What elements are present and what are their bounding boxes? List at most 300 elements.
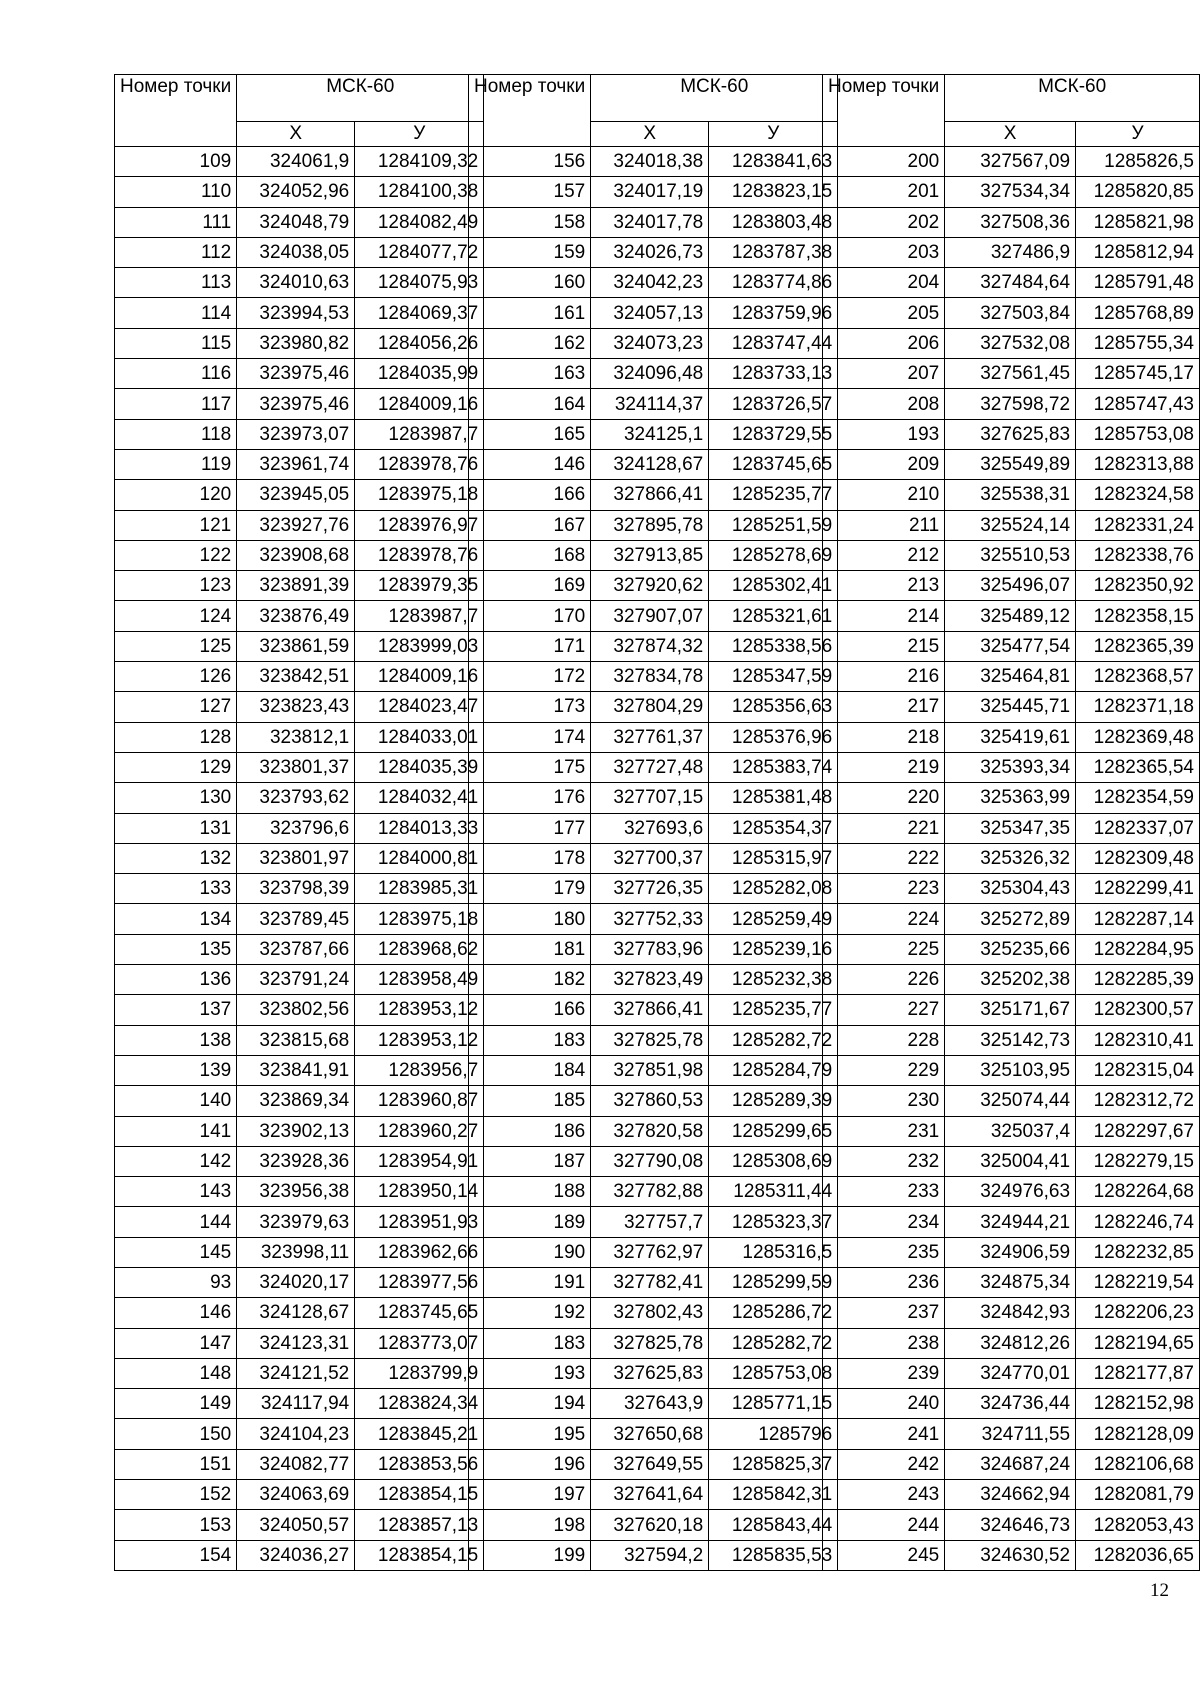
y-cell: 1282232,85 [1076, 1237, 1200, 1267]
table-row [823, 662, 1200, 692]
x-cell: 327508,36 [945, 207, 1076, 237]
x-cell: 324052,96 [237, 177, 355, 207]
table-row [469, 1116, 838, 1146]
x-cell: 324711,55 [945, 1419, 1076, 1449]
x-cell: 327561,45 [945, 359, 1076, 389]
point-number-cell: 177 [469, 813, 591, 843]
y-cell: 1283845,21 [355, 1419, 484, 1449]
x-cell: 327598,72 [945, 389, 1076, 419]
x-cell: 327727,48 [591, 752, 709, 782]
y-cell: 1285299,65 [709, 1116, 838, 1146]
x-cell: 325549,89 [945, 449, 1076, 479]
table-row [823, 540, 1200, 570]
y-cell: 1283787,38 [709, 237, 838, 267]
x-cell: 325477,54 [945, 631, 1076, 661]
x-cell: 323902,13 [237, 1116, 355, 1146]
x-cell: 324123,31 [237, 1328, 355, 1358]
point-number-header: Номер точки [823, 75, 945, 147]
point-number-cell: 145 [115, 1237, 237, 1267]
point-number-cell: 121 [115, 510, 237, 540]
point-number-cell: 208 [823, 389, 945, 419]
table-row [115, 1328, 484, 1358]
y-cell: 1282354,59 [1076, 783, 1200, 813]
point-number-cell: 193 [823, 419, 945, 449]
y-cell: 1283733,13 [709, 359, 838, 389]
y-cell: 1285796 [709, 1419, 838, 1449]
table-row [469, 268, 838, 298]
y-cell: 1282297,67 [1076, 1116, 1200, 1146]
x-cell: 323975,46 [237, 389, 355, 419]
point-number-cell: 207 [823, 359, 945, 389]
table-row [115, 1086, 484, 1116]
y-cell: 1285835,53 [709, 1540, 838, 1570]
y-cell: 1282310,41 [1076, 1025, 1200, 1055]
y-cell: 1283745,65 [355, 1298, 484, 1328]
point-number-cell: 213 [823, 571, 945, 601]
point-number-cell: 243 [823, 1480, 945, 1510]
point-number-cell: 189 [469, 1207, 591, 1237]
y-cell: 1285826,5 [1076, 147, 1200, 177]
x-cell: 323861,59 [237, 631, 355, 661]
table-row [115, 934, 484, 964]
table-row [469, 783, 838, 813]
table-row [823, 1146, 1200, 1176]
y-cell: 1283950,14 [355, 1177, 484, 1207]
coordinates-table-1 [114, 74, 484, 1571]
point-number-cell: 136 [115, 965, 237, 995]
table-row [823, 480, 1200, 510]
x-cell: 324026,73 [591, 237, 709, 267]
y-cell: 1285259,49 [709, 904, 838, 934]
y-cell: 1285356,63 [709, 692, 838, 722]
y-cell: 1282338,76 [1076, 540, 1200, 570]
point-number-cell: 114 [115, 298, 237, 328]
point-number-cell: 124 [115, 601, 237, 631]
x-cell: 327700,37 [591, 843, 709, 873]
x-cell: 323802,56 [237, 995, 355, 1025]
point-number-cell: 232 [823, 1146, 945, 1176]
point-number-cell: 150 [115, 1419, 237, 1449]
y-cell: 1283759,96 [709, 298, 838, 328]
x-cell: 324057,13 [591, 298, 709, 328]
table-row [823, 449, 1200, 479]
point-number-cell: 131 [115, 813, 237, 843]
x-cell: 325171,67 [945, 995, 1076, 1025]
table-row [469, 1328, 838, 1358]
point-number-cell: 179 [469, 874, 591, 904]
x-cell: 327866,41 [591, 480, 709, 510]
x-cell: 327913,85 [591, 540, 709, 570]
point-number-cell: 127 [115, 692, 237, 722]
point-number-cell: 120 [115, 480, 237, 510]
point-number-cell: 188 [469, 1177, 591, 1207]
y-cell: 1283853,56 [355, 1449, 484, 1479]
point-number-cell: 144 [115, 1207, 237, 1237]
x-cell: 324121,52 [237, 1358, 355, 1388]
y-cell: 1285315,97 [709, 843, 838, 873]
table-row [823, 389, 1200, 419]
x-cell: 324944,21 [945, 1207, 1076, 1237]
table-row [823, 1389, 1200, 1419]
table-row [469, 207, 838, 237]
point-number-cell: 229 [823, 1055, 945, 1085]
x-cell: 327866,41 [591, 995, 709, 1025]
point-number-cell: 132 [115, 843, 237, 873]
y-cell: 1285282,72 [709, 1328, 838, 1358]
x-cell: 324050,57 [237, 1510, 355, 1540]
point-number-cell: 185 [469, 1086, 591, 1116]
point-number-cell: 244 [823, 1510, 945, 1540]
y-cell: 1283960,27 [355, 1116, 484, 1146]
y-cell: 1285308,69 [709, 1146, 838, 1176]
y-cell: 1282152,98 [1076, 1389, 1200, 1419]
y-cell: 1283841,63 [709, 147, 838, 177]
x-axis-header: Х [945, 122, 1076, 147]
table-row [823, 1540, 1200, 1570]
y-cell: 1283773,07 [355, 1328, 484, 1358]
x-cell: 323945,05 [237, 480, 355, 510]
table-row [469, 1449, 838, 1479]
point-number-cell: 238 [823, 1328, 945, 1358]
y-cell: 1283774,86 [709, 268, 838, 298]
table-row [469, 480, 838, 510]
table-row [115, 874, 484, 904]
point-number-cell: 191 [469, 1267, 591, 1297]
table-row [115, 1298, 484, 1328]
point-number-cell: 119 [115, 449, 237, 479]
x-cell: 324770,01 [945, 1358, 1076, 1388]
point-number-cell: 186 [469, 1116, 591, 1146]
x-cell: 325393,34 [945, 752, 1076, 782]
y-axis-header: У [355, 122, 484, 147]
point-number-cell: 160 [469, 268, 591, 298]
table-row [469, 147, 838, 177]
point-number-header: Номер точки [469, 75, 591, 147]
x-cell: 325445,71 [945, 692, 1076, 722]
table-row [823, 1358, 1200, 1388]
y-cell: 1284075,93 [355, 268, 484, 298]
y-cell: 1282337,07 [1076, 813, 1200, 843]
table-row [115, 449, 484, 479]
x-cell: 325510,53 [945, 540, 1076, 570]
point-number-cell: 125 [115, 631, 237, 661]
y-cell: 1285791,48 [1076, 268, 1200, 298]
x-cell: 324662,94 [945, 1480, 1076, 1510]
point-number-cell: 173 [469, 692, 591, 722]
x-cell: 327486,9 [945, 237, 1076, 267]
x-cell: 325272,89 [945, 904, 1076, 934]
x-cell: 327594,2 [591, 1540, 709, 1570]
x-cell: 323928,36 [237, 1146, 355, 1176]
table-row [823, 934, 1200, 964]
y-cell: 1283745,65 [709, 449, 838, 479]
x-cell: 327762,97 [591, 1237, 709, 1267]
point-number-cell: 206 [823, 328, 945, 358]
y-cell: 1282300,57 [1076, 995, 1200, 1025]
x-cell: 327895,78 [591, 510, 709, 540]
y-cell: 1283823,15 [709, 177, 838, 207]
y-cell: 1283975,18 [355, 904, 484, 934]
table-row [115, 1480, 484, 1510]
point-number-cell: 237 [823, 1298, 945, 1328]
table-row [115, 207, 484, 237]
table-row [469, 1146, 838, 1176]
y-cell: 1285235,77 [709, 480, 838, 510]
x-cell: 327802,43 [591, 1298, 709, 1328]
table-row [469, 1237, 838, 1267]
point-number-cell: 235 [823, 1237, 945, 1267]
x-cell: 327641,64 [591, 1480, 709, 1510]
y-cell: 1283729,55 [709, 419, 838, 449]
table-row [823, 813, 1200, 843]
point-number-cell: 218 [823, 722, 945, 752]
table-row [823, 419, 1200, 449]
point-number-cell: 184 [469, 1055, 591, 1085]
point-number-cell: 139 [115, 1055, 237, 1085]
x-cell: 327782,88 [591, 1177, 709, 1207]
table-row [469, 1055, 838, 1085]
y-cell: 1285338,56 [709, 631, 838, 661]
table-row [115, 510, 484, 540]
point-number-cell: 167 [469, 510, 591, 540]
point-number-cell: 128 [115, 722, 237, 752]
y-cell: 1285842,31 [709, 1480, 838, 1510]
table-row [115, 783, 484, 813]
table-row [115, 813, 484, 843]
point-number-cell: 197 [469, 1480, 591, 1510]
point-number-cell: 174 [469, 722, 591, 752]
table-row [823, 874, 1200, 904]
point-number-cell: 148 [115, 1358, 237, 1388]
y-cell: 1285812,94 [1076, 237, 1200, 267]
table-row [115, 480, 484, 510]
point-number-cell: 166 [469, 480, 591, 510]
point-number-cell: 138 [115, 1025, 237, 1055]
table-row [823, 752, 1200, 782]
table-row [823, 298, 1200, 328]
table-row [115, 1419, 484, 1449]
point-number-cell: 210 [823, 480, 945, 510]
point-number-cell: 231 [823, 1116, 945, 1146]
y-cell: 1283953,12 [355, 995, 484, 1025]
y-cell: 1283824,34 [355, 1389, 484, 1419]
table-row [823, 1419, 1200, 1449]
table-row [823, 571, 1200, 601]
table-row [823, 965, 1200, 995]
point-number-cell: 143 [115, 1177, 237, 1207]
table-row [115, 298, 484, 328]
point-number-cell: 141 [115, 1116, 237, 1146]
table-row [469, 1298, 838, 1328]
x-cell: 327649,55 [591, 1449, 709, 1479]
point-number-cell: 93 [115, 1267, 237, 1297]
point-number-cell: 170 [469, 601, 591, 631]
table-row [469, 298, 838, 328]
x-cell: 324736,44 [945, 1389, 1076, 1419]
x-cell: 327567,09 [945, 147, 1076, 177]
y-cell: 1283985,31 [355, 874, 484, 904]
table-row [469, 1389, 838, 1419]
point-number-cell: 224 [823, 904, 945, 934]
x-cell: 324096,48 [591, 359, 709, 389]
x-cell: 327920,62 [591, 571, 709, 601]
table-row [823, 1510, 1200, 1540]
x-cell: 323927,76 [237, 510, 355, 540]
y-cell: 1283726,57 [709, 389, 838, 419]
table-row [115, 571, 484, 601]
table-row [823, 904, 1200, 934]
table-row [823, 207, 1200, 237]
x-cell: 325004,41 [945, 1146, 1076, 1176]
table-row [823, 237, 1200, 267]
x-cell: 324063,69 [237, 1480, 355, 1510]
point-number-cell: 162 [469, 328, 591, 358]
point-number-cell: 142 [115, 1146, 237, 1176]
x-cell: 325142,73 [945, 1025, 1076, 1055]
x-cell: 324036,27 [237, 1540, 355, 1570]
y-cell: 1282365,39 [1076, 631, 1200, 661]
y-axis-header: У [709, 122, 838, 147]
y-cell: 1282324,58 [1076, 480, 1200, 510]
point-number-cell: 164 [469, 389, 591, 419]
point-number-cell: 182 [469, 965, 591, 995]
y-cell: 1284100,38 [355, 177, 484, 207]
point-number-cell: 211 [823, 510, 945, 540]
table-row [469, 237, 838, 267]
table-row [115, 631, 484, 661]
y-cell: 1282128,09 [1076, 1419, 1200, 1449]
header-row [469, 75, 838, 122]
y-cell: 1282350,92 [1076, 571, 1200, 601]
table-row [115, 1389, 484, 1419]
table-row [823, 1449, 1200, 1479]
table-row [115, 1055, 484, 1085]
table-row [115, 147, 484, 177]
point-number-cell: 216 [823, 662, 945, 692]
table-body [823, 75, 1200, 1571]
y-cell: 1285299,59 [709, 1267, 838, 1297]
point-number-cell: 112 [115, 237, 237, 267]
y-cell: 1284013,33 [355, 813, 484, 843]
x-cell: 323842,51 [237, 662, 355, 692]
table-row [469, 1207, 838, 1237]
y-cell: 1285768,89 [1076, 298, 1200, 328]
table-row [469, 1177, 838, 1207]
x-cell: 323796,6 [237, 813, 355, 843]
y-cell: 1282246,74 [1076, 1207, 1200, 1237]
y-cell: 1285771,15 [709, 1389, 838, 1419]
point-number-cell: 241 [823, 1419, 945, 1449]
x-cell: 324048,79 [237, 207, 355, 237]
table-row [115, 359, 484, 389]
table-row [469, 1510, 838, 1540]
table-row [823, 1207, 1200, 1237]
x-cell: 324128,67 [591, 449, 709, 479]
x-cell: 323979,63 [237, 1207, 355, 1237]
table-row [469, 813, 838, 843]
table-row [823, 268, 1200, 298]
x-cell: 324976,63 [945, 1177, 1076, 1207]
table-row [823, 147, 1200, 177]
point-number-cell: 158 [469, 207, 591, 237]
x-cell: 323891,39 [237, 571, 355, 601]
x-cell: 324128,67 [237, 1298, 355, 1328]
point-number-cell: 236 [823, 1267, 945, 1297]
y-cell: 1285323,37 [709, 1207, 838, 1237]
y-cell: 1282279,15 [1076, 1146, 1200, 1176]
table-body [115, 75, 484, 1571]
table-row [115, 601, 484, 631]
table-row [115, 1358, 484, 1388]
x-cell: 324842,93 [945, 1298, 1076, 1328]
y-cell: 1285825,37 [709, 1449, 838, 1479]
table-row [469, 904, 838, 934]
table-row [823, 1177, 1200, 1207]
point-number-cell: 166 [469, 995, 591, 1025]
x-cell: 324875,34 [945, 1267, 1076, 1297]
x-cell: 324018,38 [591, 147, 709, 177]
point-number-cell: 146 [115, 1298, 237, 1328]
table-row [469, 328, 838, 358]
point-number-cell: 149 [115, 1389, 237, 1419]
point-number-cell: 234 [823, 1207, 945, 1237]
y-cell: 1283987,7 [355, 601, 484, 631]
y-cell: 1284000,81 [355, 843, 484, 873]
x-cell: 324017,78 [591, 207, 709, 237]
point-number-cell: 220 [823, 783, 945, 813]
y-cell: 1283747,44 [709, 328, 838, 358]
y-cell: 1283977,56 [355, 1267, 484, 1297]
x-cell: 323793,62 [237, 783, 355, 813]
coordinate-system-header: МСК-60 [237, 75, 484, 122]
point-number-cell: 169 [469, 571, 591, 601]
x-cell: 327761,37 [591, 722, 709, 752]
point-number-cell: 168 [469, 540, 591, 570]
point-number-cell: 183 [469, 1328, 591, 1358]
y-cell: 1282287,14 [1076, 904, 1200, 934]
table-row [823, 1298, 1200, 1328]
y-cell: 1282315,04 [1076, 1055, 1200, 1085]
y-cell: 1282219,54 [1076, 1267, 1200, 1297]
y-cell: 1285821,98 [1076, 207, 1200, 237]
point-number-cell: 175 [469, 752, 591, 782]
table-row [469, 449, 838, 479]
x-cell: 323980,82 [237, 328, 355, 358]
y-cell: 1284069,37 [355, 298, 484, 328]
x-cell: 323975,46 [237, 359, 355, 389]
y-cell: 1283999,03 [355, 631, 484, 661]
table-row [823, 1480, 1200, 1510]
point-number-cell: 233 [823, 1177, 945, 1207]
y-cell: 1285376,96 [709, 722, 838, 752]
point-number-cell: 228 [823, 1025, 945, 1055]
x-cell: 325326,32 [945, 843, 1076, 873]
y-cell: 1283976,97 [355, 510, 484, 540]
x-cell: 327782,41 [591, 1267, 709, 1297]
point-number-cell: 198 [469, 1510, 591, 1540]
y-cell: 1283953,12 [355, 1025, 484, 1055]
y-cell: 1282106,68 [1076, 1449, 1200, 1479]
y-cell: 1285251,59 [709, 510, 838, 540]
y-cell: 1283960,87 [355, 1086, 484, 1116]
page-number: 12 [1150, 1580, 1169, 1601]
x-cell: 327693,6 [591, 813, 709, 843]
point-number-cell: 118 [115, 419, 237, 449]
x-cell: 327825,78 [591, 1025, 709, 1055]
point-number-cell: 203 [823, 237, 945, 267]
table-row [823, 843, 1200, 873]
point-number-cell: 165 [469, 419, 591, 449]
